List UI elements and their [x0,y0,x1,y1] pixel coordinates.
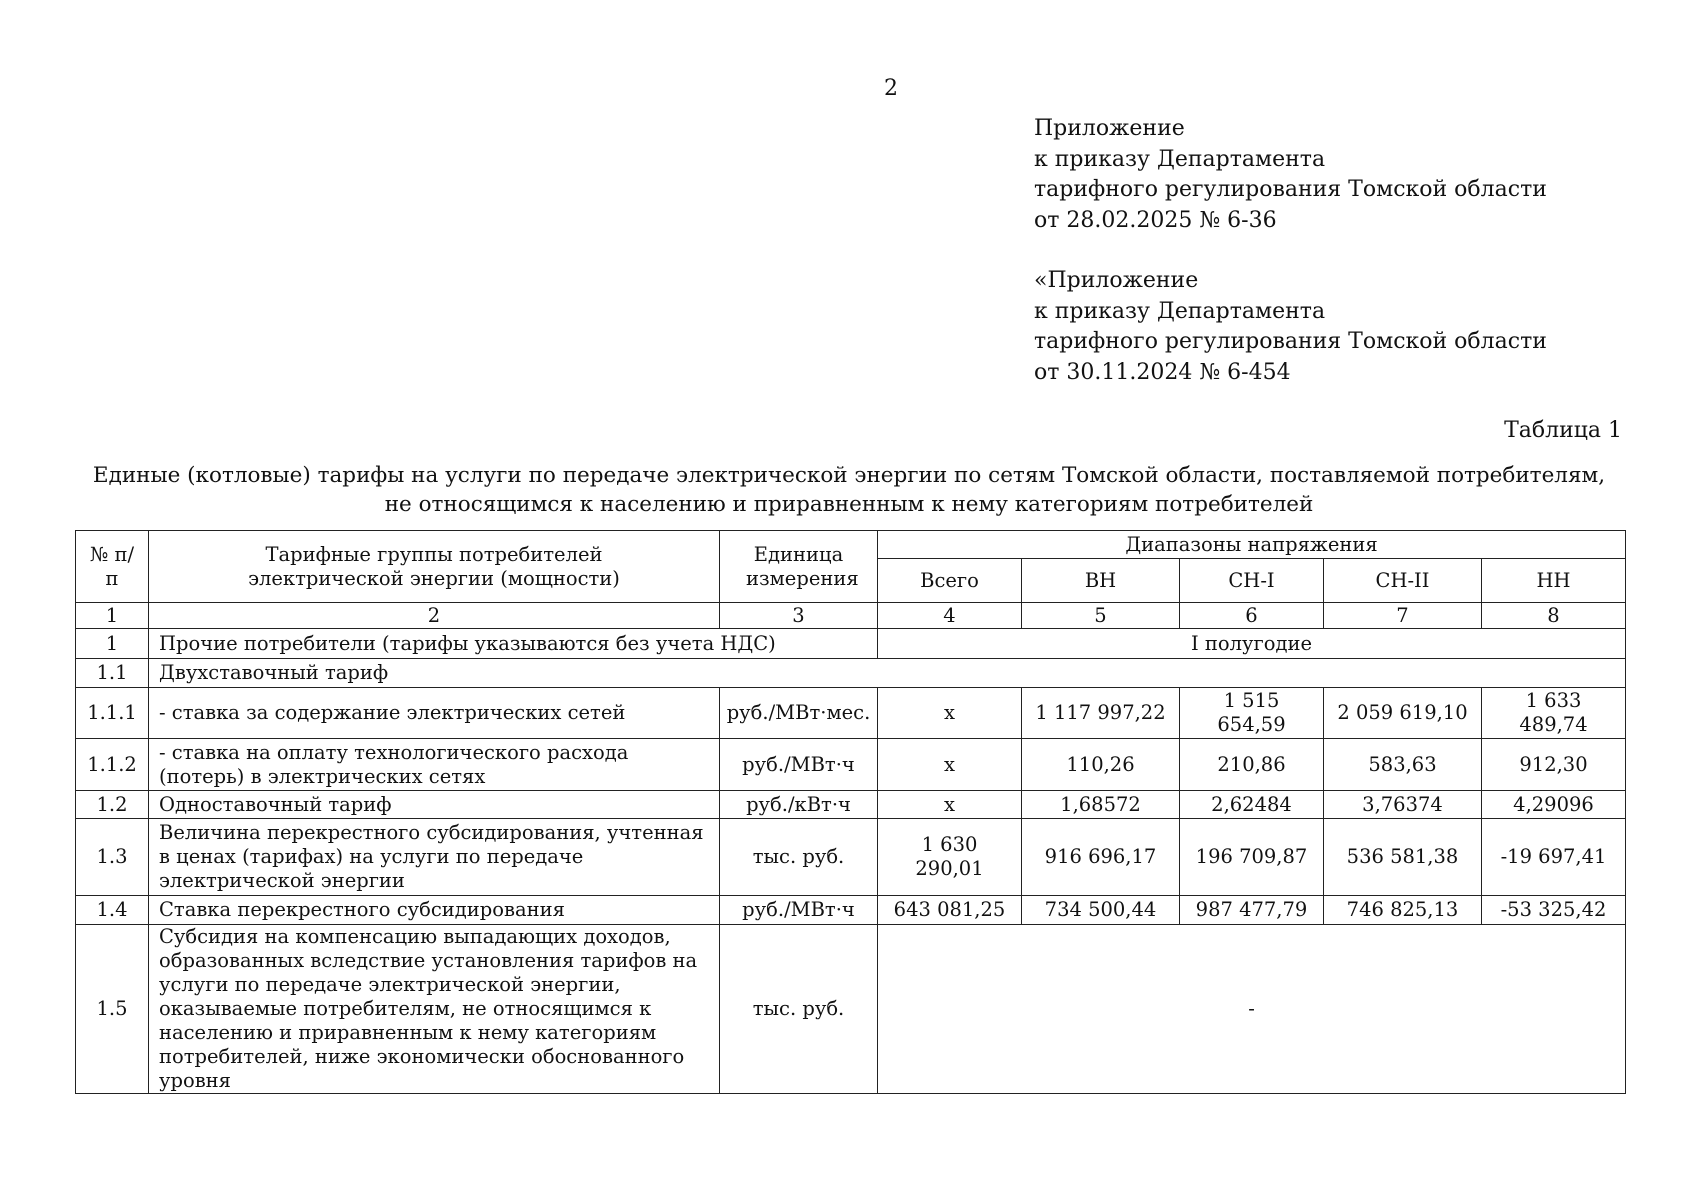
row-value: 916 696,17 [1022,819,1180,896]
row-value: -19 697,41 [1482,819,1626,896]
row-label: Двухставочный тариф [149,659,1626,688]
row-num: 1.5 [76,925,149,1094]
row-num: 1.1.1 [76,688,149,739]
col-number: 7 [1324,603,1482,629]
col-number: 3 [720,603,878,629]
row-unit: тыс. руб. [720,925,878,1094]
table-row [76,925,1626,1094]
row-value: 1 117 997,22 [1022,688,1180,739]
row-value: 746 825,13 [1324,896,1482,925]
annex-line: к приказу Департамента [1034,146,1326,172]
annex-line: к приказу Департамента [1034,298,1326,324]
row-value: -53 325,42 [1482,896,1626,925]
table-row [76,791,1626,819]
row-label: Прочие потребители (тарифы указываются без учета НДС) [149,629,878,659]
row-label: - ставка за содержание электрических сетей [149,688,720,739]
table-row [76,688,1626,739]
table-caption: Таблица 1 [1504,418,1622,443]
row-label: Ставка перекрестного субсидирования [149,896,720,925]
row-label: Одноставочный тариф [149,791,720,819]
row-value: - [878,925,1626,1094]
row-value: х [878,739,1022,791]
annex-line: Приложение [1034,116,1185,141]
annex-line: тарифного регулирования Томской области [1034,329,1547,354]
row-num: 1.2 [76,791,149,819]
table-row [76,896,1626,925]
header-range-sn1: СН-I [1180,559,1324,603]
header-voltage-ranges: Диапазоны напряжения [878,531,1626,559]
row-label: Субсидия на компенсацию выпадающих доходов, образованных вследствие установления тарифов на услуги по передаче электрической энергии, оказываемые потребителям, не относящимся к населению и приравненным к нему категориям потребителей, ниже экономически обоснованного уровня [149,925,720,1094]
row-value: 987 477,79 [1180,896,1324,925]
subsection-row [76,659,1626,688]
row-value: х [878,688,1022,739]
row-label: - ставка на оплату технологического расхода (потерь) в электрических сетях [149,739,720,791]
row-label: Величина перекрестного субсидирования, учтенная в ценах (тарифах) на услуги по передаче электрической энергии [149,819,720,896]
row-value: 3,76374 [1324,791,1482,819]
annex-line: «Приложение [1034,268,1199,293]
row-value: 4,29096 [1482,791,1626,819]
row-value: х [878,791,1022,819]
row-value: 643 081,25 [878,896,1022,925]
row-value: 1 630 290,01 [878,819,1022,896]
col-number: 2 [149,603,720,629]
header-num: № п/п [76,531,149,603]
row-unit: руб./МВт·ч [720,896,878,925]
row-value: 536 581,38 [1324,819,1482,896]
header-range-nn: НН [1482,559,1626,603]
header-range-vn: ВН [1022,559,1180,603]
row-value: 196 709,87 [1180,819,1324,896]
header-range-total: Всего [878,559,1022,603]
row-value: 110,26 [1022,739,1180,791]
row-num: 1.4 [76,896,149,925]
row-num: 1.1 [76,659,149,688]
table-row [76,819,1626,896]
col-number: 4 [878,603,1022,629]
period-label: I полугодие [878,629,1626,659]
col-number: 8 [1482,603,1626,629]
row-num: 1 [76,629,149,659]
row-unit: руб./МВт·ч [720,739,878,791]
row-value: 583,63 [1324,739,1482,791]
col-number: 6 [1180,603,1324,629]
row-num: 1.1.2 [76,739,149,791]
section-row [76,629,1626,659]
column-numbers-row [76,603,1626,629]
header-unit: Единица измерения [720,531,878,603]
annex-current-header [1034,114,1547,236]
annex-line: тарифного регулирования Томской области [1034,177,1547,202]
row-value: 210,86 [1180,739,1324,791]
annex-line: от 30.11.2024 № 6-454 [1034,359,1291,385]
row-unit: руб./МВт·мес. [720,688,878,739]
row-value: 912,30 [1482,739,1626,791]
row-unit: руб./кВт·ч [720,791,878,819]
header-row [76,531,1626,559]
header-group: Тарифные группы потребителей электрической энергии (мощности) [149,531,720,603]
row-unit: тыс. руб. [720,819,878,896]
header-range-sn2: СН-II [1324,559,1482,603]
col-number: 5 [1022,603,1180,629]
annex-previous-header [1034,266,1547,388]
row-value: 1 515 654,59 [1180,688,1324,739]
row-value: 734 500,44 [1022,896,1180,925]
row-value: 1,68572 [1022,791,1180,819]
row-value: 2,62484 [1180,791,1324,819]
table-row [76,739,1626,791]
row-num: 1.3 [76,819,149,896]
tariffs-table [75,530,1626,1094]
row-value: 1 633 489,74 [1482,688,1626,739]
row-value: 2 059 619,10 [1324,688,1482,739]
document-title: Единые (котловые) тарифы на услуги по передаче электрической энергии по сетям Томской области, поставляемой потребителям, не относящимся к населению и приравненным к нему категориям потребителей [92,463,1606,517]
col-number: 1 [76,603,149,629]
page-number: 2 [884,76,898,101]
annex-line: от 28.02.2025 № 6-36 [1034,207,1277,233]
